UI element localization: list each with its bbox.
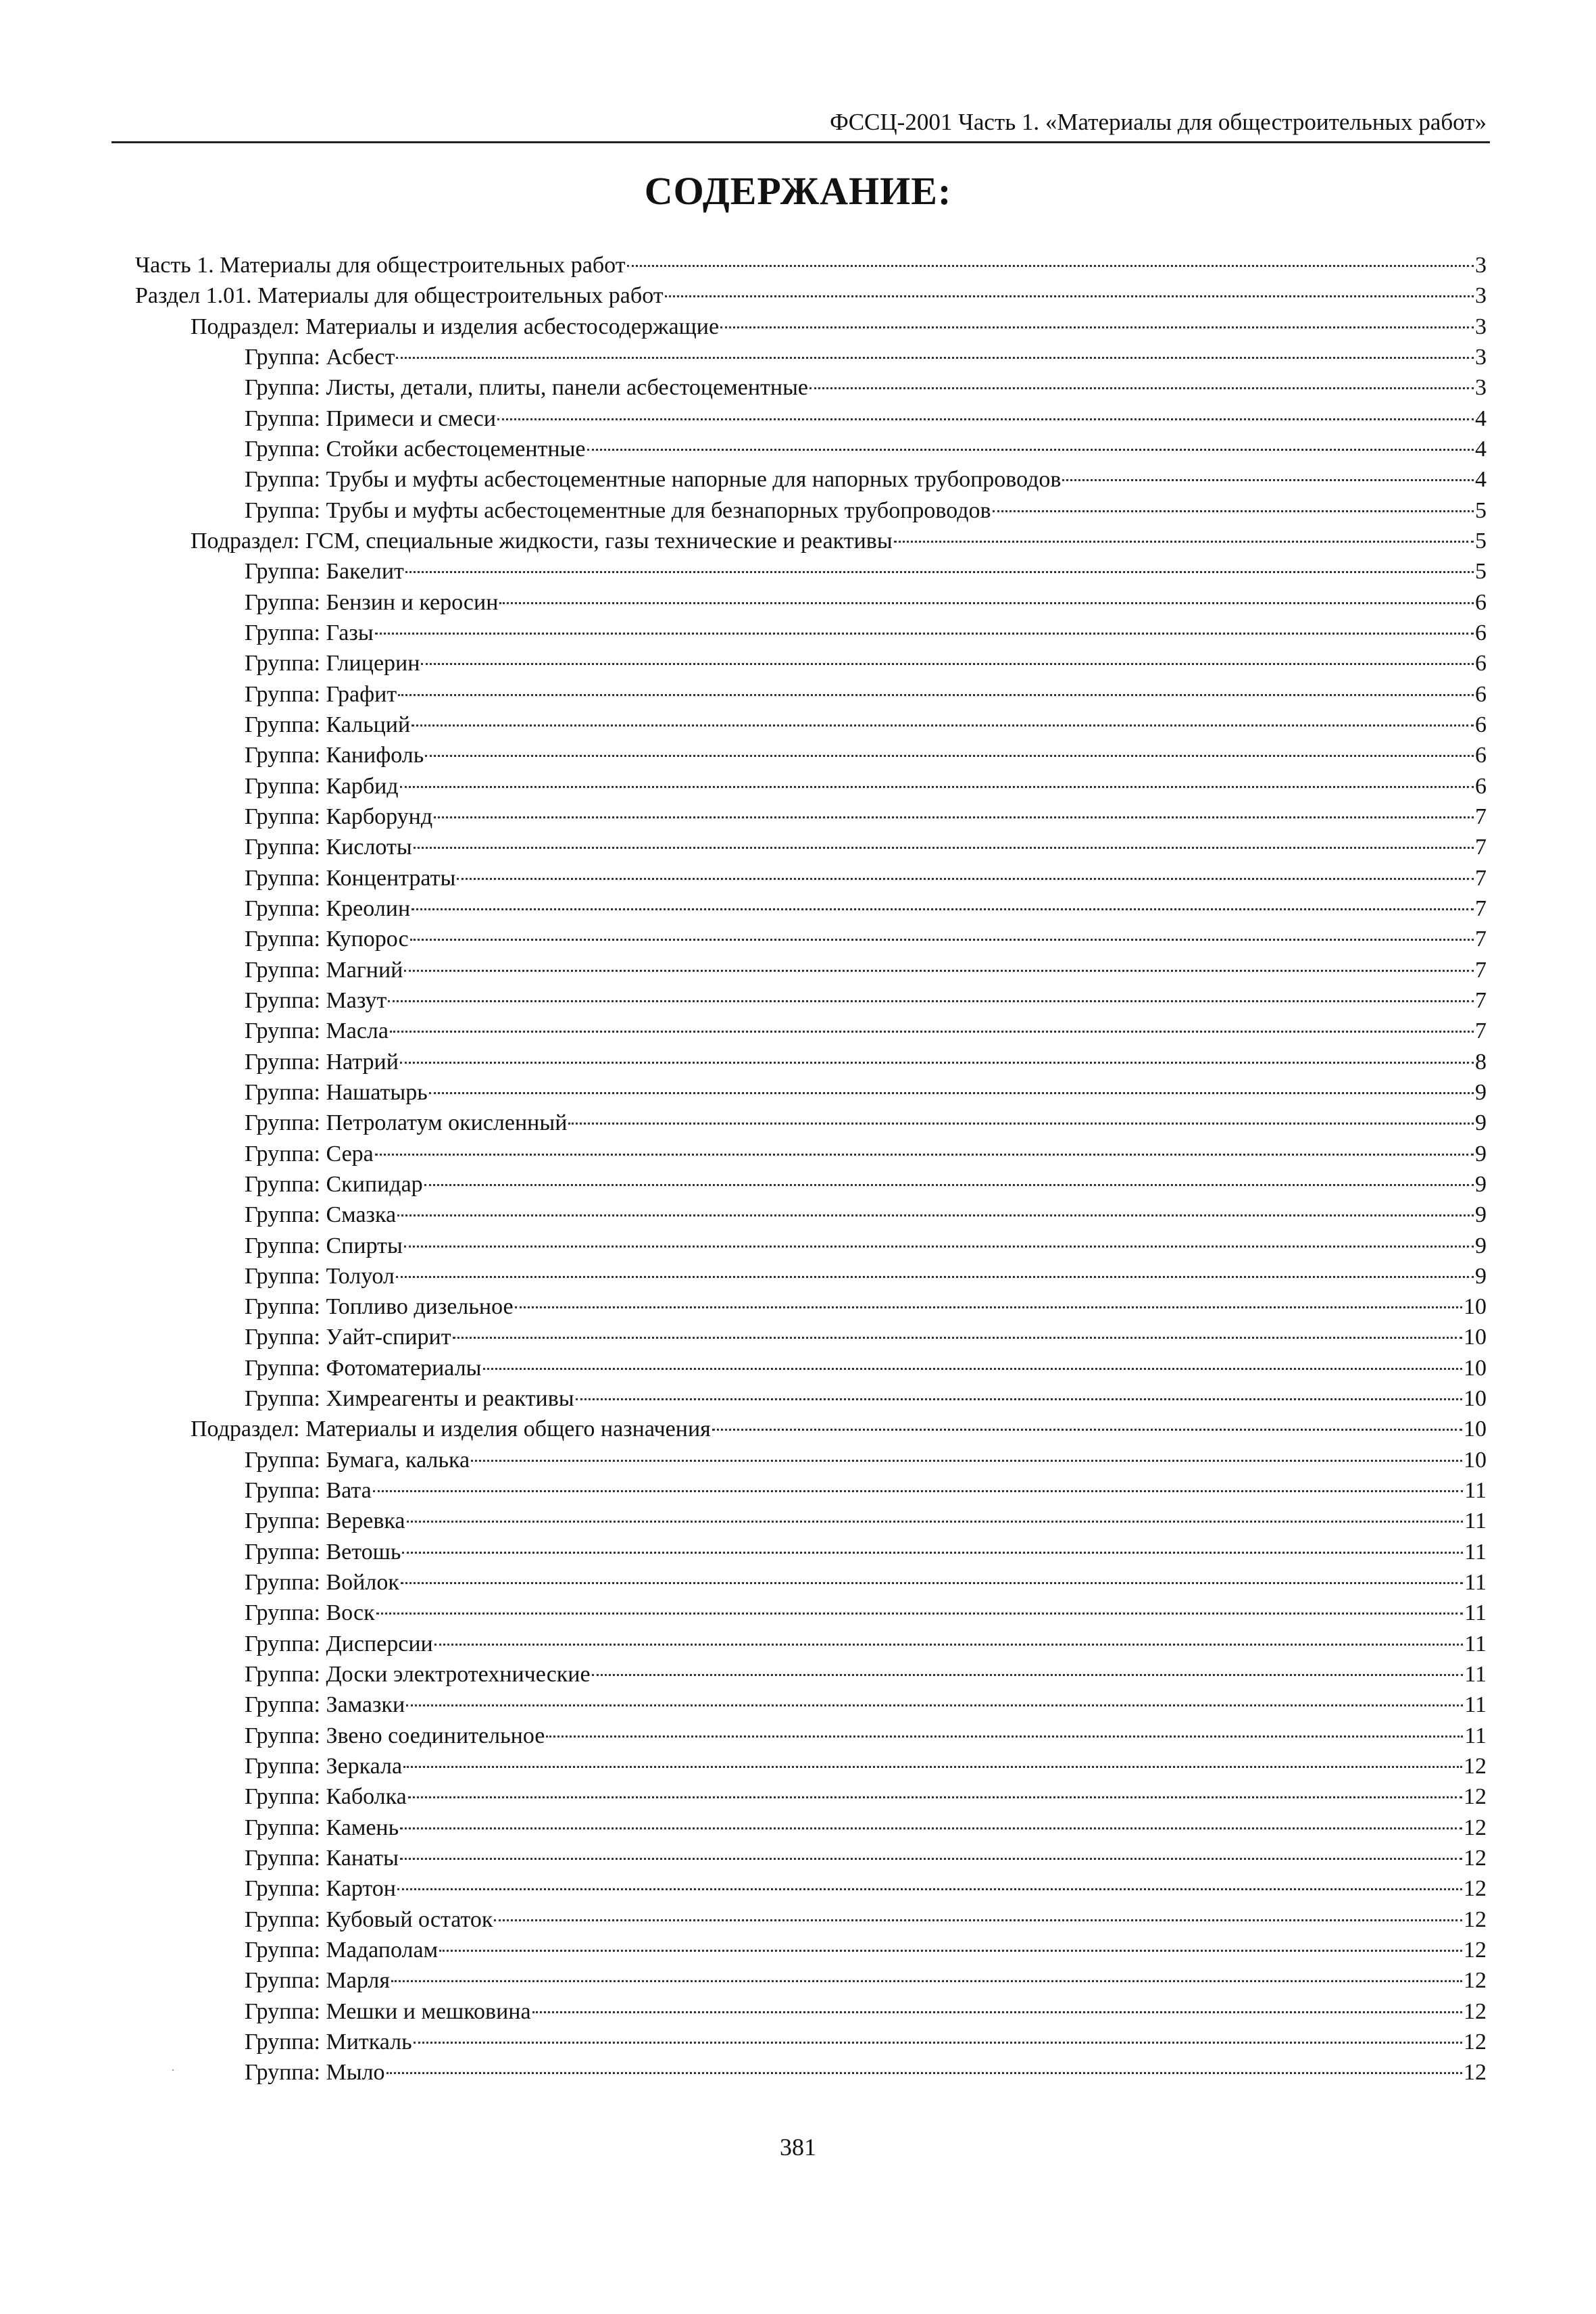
toc-entry-label: Раздел 1.01. Материалы для общестроительных работ <box>135 283 664 309</box>
toc-entry-label: Подраздел: ГСМ, специальные жидкости, газы технические и реактивы <box>191 528 893 553</box>
toc-entry-page: 11 <box>1464 1539 1487 1565</box>
toc-dot-leader <box>1062 479 1474 481</box>
toc-dot-leader <box>429 1092 1474 1094</box>
toc-dot-leader <box>993 510 1474 512</box>
toc-entry-label: Группа: Скипидар <box>245 1171 423 1197</box>
toc-dot-leader <box>396 357 1474 359</box>
toc-dot-leader <box>712 1429 1462 1431</box>
toc-entry-label: Группа: Звено соединительное <box>245 1723 545 1748</box>
toc-entry <box>135 955 1487 985</box>
toc-entry-label: Группа: Бакелит <box>245 559 404 585</box>
toc-entry <box>135 1873 1487 1904</box>
toc-entry <box>135 1935 1487 1965</box>
toc-entry-page: 11 <box>1464 1631 1487 1656</box>
toc-entry-page: 7 <box>1475 987 1487 1013</box>
toc-dot-leader <box>425 755 1474 757</box>
toc-entry-page: 11 <box>1464 1692 1487 1718</box>
toc-entry <box>135 1322 1487 1352</box>
toc-entry-label: Группа: Дисперсии <box>245 1631 433 1656</box>
toc-entry <box>135 924 1487 954</box>
toc-entry <box>135 2057 1487 2088</box>
toc-entry <box>135 587 1487 618</box>
toc-entry-label: Группа: Марля <box>245 1968 390 1994</box>
toc-dot-leader <box>546 1736 1463 1738</box>
toc-dot-leader <box>587 449 1474 451</box>
toc-entry-page: 6 <box>1475 681 1487 707</box>
toc-entry-label: Группа: Миткаль <box>245 2029 412 2055</box>
toc-entry <box>135 1781 1487 1812</box>
toc-entry-page: 5 <box>1475 559 1487 585</box>
toc-dot-leader <box>391 1980 1462 1982</box>
toc-dot-leader <box>414 847 1474 849</box>
toc-dot-leader <box>397 1214 1474 1216</box>
toc-entry-label: Группа: Трубы и муфты асбестоцементные напорные для напорных трубопроводов <box>245 467 1062 493</box>
toc-dot-leader <box>412 908 1474 910</box>
toc-entry-page: 9 <box>1475 1110 1487 1136</box>
toc-entry-page: 4 <box>1475 436 1487 462</box>
toc-entry <box>135 1414 1487 1444</box>
toc-entry-label: Группа: Купорос <box>245 927 409 952</box>
toc-dot-leader <box>434 1644 1464 1646</box>
toc-dot-leader <box>401 1582 1463 1584</box>
toc-dot-leader <box>592 1674 1464 1676</box>
toc-dot-leader <box>424 1184 1474 1186</box>
toc-dot-leader <box>396 1276 1474 1278</box>
toc-dot-leader <box>457 878 1474 880</box>
toc-entry <box>135 1721 1487 1751</box>
toc-entry-page: 7 <box>1475 1018 1487 1044</box>
toc-entry-page: 4 <box>1475 467 1487 493</box>
toc-dot-leader <box>400 1827 1462 1829</box>
toc-entry <box>135 1629 1487 1659</box>
toc-entry-page: 10 <box>1464 1417 1487 1442</box>
toc-entry-label: Группа: Креолин <box>245 895 411 921</box>
toc-entry-label: Группа: Примеси и смеси <box>245 405 497 431</box>
toc-dot-leader <box>434 816 1474 818</box>
toc-entry <box>135 893 1487 924</box>
toc-entry-page: 5 <box>1475 528 1487 553</box>
toc-entry-label: Группа: Нашатырь <box>245 1079 428 1105</box>
toc-entry <box>135 1353 1487 1383</box>
toc-entry-page: 6 <box>1475 712 1487 737</box>
toc-entry-page: 12 <box>1464 1754 1487 1779</box>
toc-dot-leader <box>421 663 1474 665</box>
toc-entry-label: Группа: Зеркала <box>245 1754 403 1779</box>
toc-entry <box>135 1291 1487 1322</box>
toc-entry-label: Группа: Воск <box>245 1600 375 1626</box>
toc-dot-leader <box>388 1000 1474 1002</box>
toc-entry-label: Группа: Веревка <box>245 1508 405 1534</box>
toc-entry <box>135 1659 1487 1690</box>
toc-entry-page: 12 <box>1464 1938 1487 1963</box>
toc-entry-label: Группа: Карборунд <box>245 804 433 829</box>
toc-entry <box>135 2027 1487 2057</box>
toc-entry-page: 6 <box>1475 620 1487 645</box>
toc-entry <box>135 985 1487 1016</box>
toc-entry <box>135 771 1487 802</box>
toc-dot-leader <box>406 1704 1463 1706</box>
toc-entry <box>135 372 1487 403</box>
toc-entry <box>135 1567 1487 1598</box>
toc-entry <box>135 1108 1487 1138</box>
toc-entry-label: Подраздел: Материалы и изделия асбестосодержащие <box>191 314 720 339</box>
toc-entry-page: 12 <box>1464 1906 1487 1932</box>
toc-entry-page: 9 <box>1475 1263 1487 1289</box>
toc-dot-leader <box>720 326 1474 328</box>
toc-entry-label: Группа: Мешки и мешковина <box>245 1998 531 2024</box>
toc-entry-label: Группа: Бензин и керосин <box>245 589 499 615</box>
toc-entry <box>135 1996 1487 2027</box>
toc-entry <box>135 1904 1487 1935</box>
toc-entry-page: 7 <box>1475 957 1487 983</box>
toc-entry <box>135 1139 1487 1169</box>
toc-entry-page: 3 <box>1475 253 1487 278</box>
toc-entry-label: Группа: Толуол <box>245 1263 395 1289</box>
toc-entry <box>135 403 1487 434</box>
toc-dot-leader <box>404 970 1474 972</box>
toc-dot-leader <box>400 1858 1462 1860</box>
toc-entry <box>135 495 1487 526</box>
toc-entry <box>135 1047 1487 1077</box>
toc-entry-label: Группа: Мадаполам <box>245 1938 439 1963</box>
page-number: 381 <box>780 2134 816 2161</box>
toc-dot-leader <box>483 1368 1462 1370</box>
toc-entry-page: 11 <box>1464 1662 1487 1688</box>
toc-dot-leader <box>568 1123 1474 1125</box>
toc-entry-label: Группа: Кубовый остаток <box>245 1906 493 1932</box>
toc-entry-page: 10 <box>1464 1355 1487 1381</box>
toc-entry <box>135 1200 1487 1230</box>
toc-entry-label: Группа: Канаты <box>245 1846 399 1871</box>
toc-entry-label: Группа: Химреагенты и реактивы <box>245 1386 574 1412</box>
toc-dot-leader <box>410 939 1474 941</box>
toc-entry-label: Группа: Петролатум окисленный <box>245 1110 568 1136</box>
toc-entry <box>135 1475 1487 1506</box>
toc-entry-label: Группа: Замазки <box>245 1692 405 1718</box>
toc-dot-leader <box>515 1306 1462 1308</box>
toc-entry-label: Группа: Вата <box>245 1478 372 1504</box>
toc-entry-page: 7 <box>1475 865 1487 891</box>
toc-entry <box>135 526 1487 556</box>
toc-entry <box>135 280 1487 311</box>
toc-entry-page: 11 <box>1464 1723 1487 1748</box>
toc-entry <box>135 464 1487 495</box>
toc-dot-leader <box>408 1796 1462 1798</box>
toc-dot-leader <box>627 265 1474 267</box>
toc-entry-page: 12 <box>1464 1815 1487 1840</box>
toc-entry-page: 6 <box>1475 589 1487 615</box>
toc-entry-page: 10 <box>1464 1447 1487 1473</box>
toc-entry-page: 11 <box>1464 1478 1487 1504</box>
toc-entry-label: Группа: Картон <box>245 1876 396 1902</box>
toc-entry <box>135 832 1487 862</box>
toc-dot-leader <box>375 633 1474 635</box>
toc-entry-page: 6 <box>1475 773 1487 799</box>
toc-dot-leader <box>532 2011 1462 2013</box>
toc-dot-leader <box>407 1521 1464 1523</box>
toc-entry-label: Группа: Магний <box>245 957 403 983</box>
toc-dot-leader <box>397 1888 1462 1890</box>
toc-entry <box>135 1016 1487 1046</box>
toc-dot-leader <box>405 571 1474 573</box>
toc-entry <box>135 1077 1487 1108</box>
toc-dot-leader <box>497 418 1474 420</box>
toc-entry <box>135 1690 1487 1720</box>
toc-dot-leader <box>375 1154 1474 1156</box>
toc-dot-leader <box>412 724 1474 727</box>
toc-dot-leader <box>402 1552 1463 1554</box>
toc-entry-label: Группа: Топливо дизельное <box>245 1294 514 1320</box>
toc-entry-label: Группа: Каболка <box>245 1784 407 1810</box>
toc-entry-page: 12 <box>1464 2060 1487 2086</box>
toc-entry-page: 3 <box>1475 375 1487 401</box>
toc-entry-label: Группа: Ветошь <box>245 1539 401 1565</box>
toc-dot-leader <box>576 1398 1462 1400</box>
toc-entry-page: 10 <box>1464 1325 1487 1350</box>
toc-entry-label: Группа: Смазка <box>245 1202 397 1228</box>
toc-entry-label: Группа: Мазут <box>245 987 387 1013</box>
toc-entry <box>135 1169 1487 1200</box>
toc-entry-label: Группа: Газы <box>245 620 374 645</box>
toc-entry-page: 9 <box>1475 1171 1487 1197</box>
toc-dot-leader <box>373 1490 1464 1492</box>
toc-entry-label: Группа: Масла <box>245 1018 389 1044</box>
toc-entry-page: 9 <box>1475 1141 1487 1166</box>
toc-entry-label: Группа: Уайт-спирит <box>245 1325 451 1350</box>
toc-dot-leader <box>471 1460 1462 1462</box>
table-of-contents <box>135 250 1487 2088</box>
toc-entry-label: Группа: Концентраты <box>245 865 456 891</box>
toc-entry <box>135 1965 1487 1996</box>
toc-dot-leader <box>494 1919 1462 1921</box>
toc-entry <box>135 1751 1487 1781</box>
toc-entry-page: 9 <box>1475 1079 1487 1105</box>
toc-entry-page: 11 <box>1464 1508 1487 1534</box>
toc-entry-label: Группа: Канифоль <box>245 743 424 768</box>
toc-dot-leader <box>400 1062 1474 1064</box>
toc-entry <box>135 1537 1487 1567</box>
toc-entry-label: Группа: Асбест <box>245 344 395 370</box>
toc-entry-page: 11 <box>1464 1600 1487 1626</box>
toc-dot-leader <box>390 1031 1474 1033</box>
toc-dot-leader <box>414 2042 1462 2044</box>
toc-dot-leader <box>894 541 1474 543</box>
toc-entry <box>135 1506 1487 1536</box>
toc-entry-page: 7 <box>1475 835 1487 860</box>
toc-entry <box>135 1445 1487 1475</box>
toc-entry <box>135 250 1487 280</box>
page-title: СОДЕРЖАНИЕ: <box>644 169 952 213</box>
toc-dot-leader <box>665 295 1474 297</box>
toc-entry <box>135 312 1487 342</box>
toc-dot-leader <box>453 1337 1462 1339</box>
toc-entry-label: Группа: Карбид <box>245 773 399 799</box>
toc-entry <box>135 434 1487 464</box>
toc-dot-leader <box>376 1613 1464 1615</box>
toc-entry-label: Группа: Войлок <box>245 1570 399 1596</box>
toc-entry-page: 7 <box>1475 895 1487 921</box>
toc-entry-label: Группа: Спирты <box>245 1233 403 1258</box>
toc-entry <box>135 618 1487 648</box>
toc-entry-page: 12 <box>1464 1998 1487 2024</box>
toc-entry-page: 11 <box>1464 1570 1487 1596</box>
running-header: ФССЦ-2001 Часть 1. «Материалы для общестроительных работ» <box>830 109 1487 135</box>
toc-entry-page: 4 <box>1475 405 1487 431</box>
toc-entry-page: 9 <box>1475 1233 1487 1258</box>
toc-dot-leader <box>439 1950 1462 1952</box>
toc-entry-page: 3 <box>1475 314 1487 339</box>
toc-dot-leader <box>809 387 1474 389</box>
toc-entry-label: Группа: Листы, детали, плиты, панели асбестоцементные <box>245 375 809 401</box>
toc-entry <box>135 710 1487 740</box>
toc-dot-leader <box>404 1246 1474 1248</box>
toc-entry <box>135 679 1487 710</box>
toc-dot-leader <box>400 786 1474 788</box>
toc-entry-label: Группа: Доски электротехнические <box>245 1662 591 1688</box>
toc-entry-page: 5 <box>1475 497 1487 523</box>
toc-entry-label: Группа: Трубы и муфты асбестоцементные для безнапорных трубопроводов <box>245 497 991 523</box>
toc-entry-label: Группа: Камень <box>245 1815 399 1840</box>
toc-entry <box>135 740 1487 770</box>
toc-entry <box>135 1231 1487 1261</box>
toc-entry-label: Группа: Стойки асбестоцементные <box>245 436 586 462</box>
scan-speck <box>172 2069 174 2071</box>
toc-entry-label: Группа: Натрий <box>245 1049 399 1075</box>
toc-dot-leader <box>403 1766 1462 1768</box>
toc-entry-page: 12 <box>1464 1968 1487 1994</box>
toc-entry-page: 12 <box>1464 1876 1487 1902</box>
toc-dot-leader <box>386 2072 1462 2074</box>
toc-entry-page: 10 <box>1464 1386 1487 1412</box>
toc-entry <box>135 648 1487 679</box>
toc-entry <box>135 1813 1487 1843</box>
toc-entry-label: Часть 1. Материалы для общестроительных работ <box>135 253 626 278</box>
toc-entry <box>135 342 1487 372</box>
header-divider <box>111 141 1490 143</box>
toc-entry-page: 3 <box>1475 283 1487 309</box>
toc-entry-page: 7 <box>1475 804 1487 829</box>
toc-entry-page: 6 <box>1475 651 1487 676</box>
toc-entry-label: Группа: Бумага, калька <box>245 1447 470 1473</box>
toc-entry-label: Группа: Кальций <box>245 712 411 737</box>
toc-entry-page: 12 <box>1464 1784 1487 1810</box>
toc-entry <box>135 1261 1487 1291</box>
toc-entry <box>135 1598 1487 1628</box>
toc-entry-label: Группа: Сера <box>245 1141 374 1166</box>
toc-entry-page: 3 <box>1475 344 1487 370</box>
toc-entry-label: Группа: Кислоты <box>245 835 412 860</box>
toc-entry <box>135 556 1487 587</box>
toc-entry <box>135 1843 1487 1873</box>
toc-entry-page: 6 <box>1475 743 1487 768</box>
toc-entry-label: Подраздел: Материалы и изделия общего назначения <box>191 1417 711 1442</box>
toc-entry-page: 7 <box>1475 927 1487 952</box>
toc-entry <box>135 1383 1487 1414</box>
toc-entry-label: Группа: Глицерин <box>245 651 420 676</box>
toc-entry-page: 12 <box>1464 2029 1487 2055</box>
toc-dot-leader <box>398 694 1474 696</box>
toc-dot-leader <box>499 602 1474 604</box>
toc-entry-page: 9 <box>1475 1202 1487 1228</box>
toc-entry-page: 8 <box>1475 1049 1487 1075</box>
toc-entry <box>135 863 1487 893</box>
toc-entry-label: Группа: Фотоматериалы <box>245 1355 482 1381</box>
toc-entry-page: 10 <box>1464 1294 1487 1320</box>
toc-entry-label: Группа: Мыло <box>245 2060 385 2086</box>
toc-entry-label: Группа: Графит <box>245 681 397 707</box>
toc-entry-page: 12 <box>1464 1846 1487 1871</box>
toc-entry <box>135 802 1487 832</box>
